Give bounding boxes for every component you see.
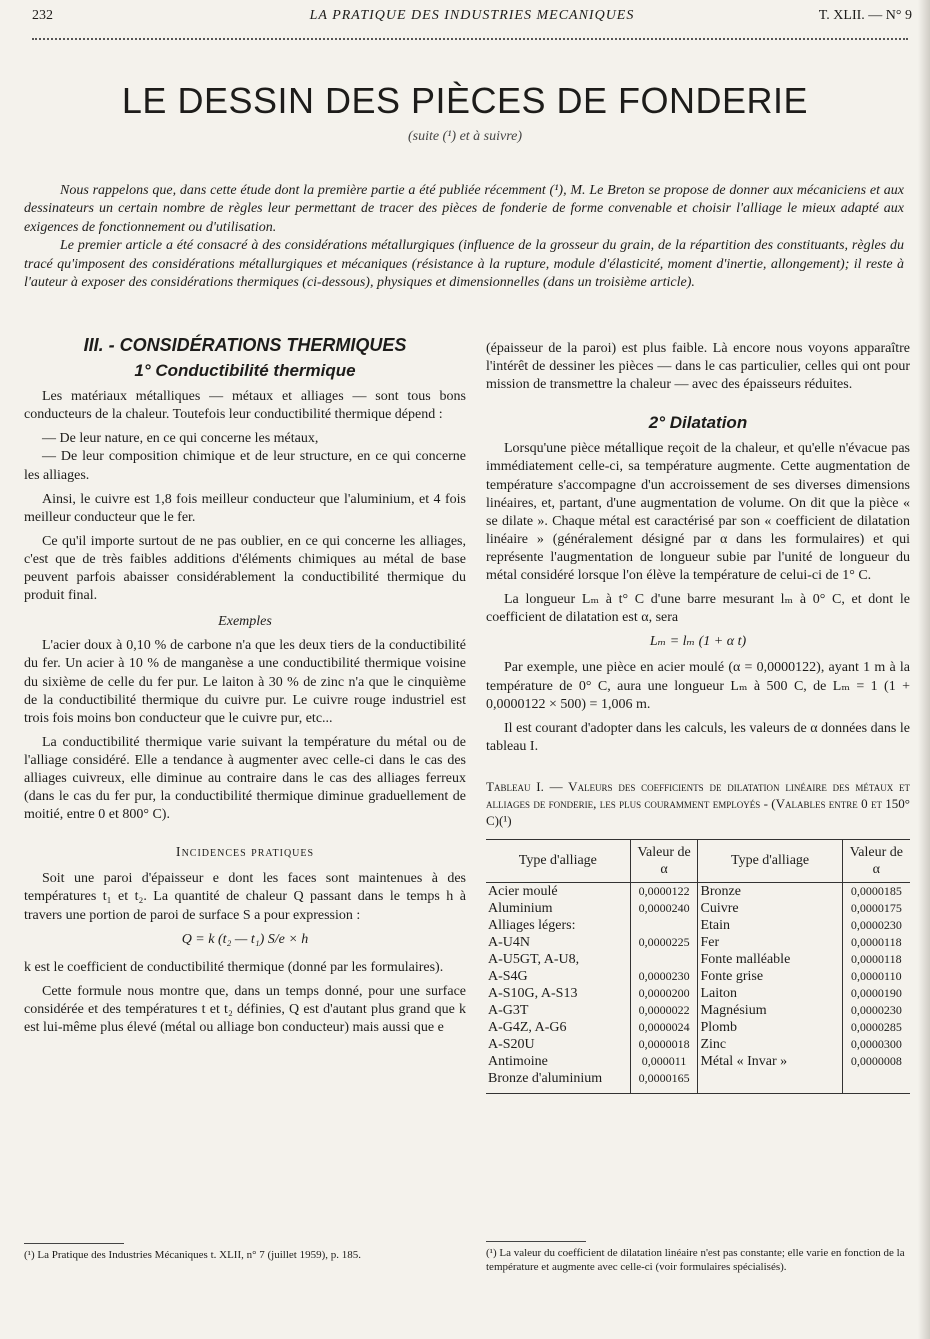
body-paragraph: Par exemple, une pièce en acier moulé (α = 0,0000122), ayant 1 m à la température de 0° C, aura une longueur Lₘ à 500 C, de Lₘ = 1 (1 + 0,0000122 × 500) = 1,006 m. — [486, 660, 910, 712]
alpha-value-cell: 0,0000024 — [630, 1019, 698, 1036]
alloy-type-cell: Antimoine — [488, 1053, 548, 1069]
incidences-heading: Incidences pratiques — [175, 845, 315, 861]
table-header: Valeur de α — [842, 839, 910, 882]
page-number: 232 — [32, 8, 53, 23]
footnote-left — [24, 1243, 464, 1262]
alloy-type-cell: Fonte malléable — [698, 951, 842, 968]
alpha-value-cell: 0,0000230 — [842, 917, 910, 934]
body-paragraph: L'acier doux à 0,10 % de carbone n'a que les deux tiers de la conductibilité du fer. Un acier à 10 % de manganèse a une conductibilité thermique voisine du sixième de celle du fer pur. Le laiton à 30 % de zinc n'a que le cinquième de la conductibilité thermique du cuivre pur. Le cuivre rouge industriel est trois fois moins bon conducteur que le cuivre pur, etc... — [24, 638, 466, 726]
alpha-value-cell: 0,0000200 — [630, 985, 698, 1002]
table-row — [486, 882, 910, 900]
table-body — [486, 882, 910, 1093]
table-row — [486, 1019, 910, 1036]
body-paragraph: (épaisseur de la paroi) est plus faible. Là encore nous voyons apparaître l'intérêt de dessiner les pièces — dans le cas particulier, celles qui ont pour mission de transmettre la chaleur — avec des épaisseurs réduites. — [486, 341, 910, 393]
body-paragraph: La conductibilité thermique varie suivant la température du métal ou de l'alliage considéré. Elle a tendance à augmenter avec celle-ci dans le cas des alliages cuivreux, elle diminue au contraire dans le cas des alliages ferreux (dans le cas du fer pur, la conductibilité thermique diminue graduellement de moitié, entre 0 et 800° C). — [24, 734, 466, 823]
table-row — [486, 951, 910, 968]
alpha-value-cell: 0,0000022 — [630, 1002, 698, 1019]
body-paragraph: Cette formule nous montre que, dans un temps donné, pour une surface considérée et des températures t et t₂ définies, Q est d'autant plus grand que k est lui-même plus élevé (métal ou alliage bon conducteur) mais aussi que e — [24, 983, 466, 1035]
journal-title: LA PRATIQUE DES INDUSTRIES MECANIQUES — [309, 8, 635, 23]
footnote-text: (¹) La Pratique des Industries Mécaniques t. XLII, n° 7 (juillet 1959), p. 185. — [24, 1249, 362, 1261]
table-header: Valeur de α — [630, 839, 698, 882]
table-header: Type d'alliage — [698, 839, 842, 882]
alpha-value-cell: 0,0000230 — [630, 968, 698, 985]
alloy-type-cell: Fonte grise — [698, 968, 842, 985]
alloy-type-cell: A-S4G — [488, 968, 528, 984]
alpha-value-cell: 0,0000110 — [842, 968, 910, 985]
table-row — [486, 1053, 910, 1070]
alpha-value-cell: 0,000011 — [630, 1053, 698, 1070]
alloy-type-cell: Fer — [698, 934, 842, 951]
body-paragraph: La longueur Lₘ à t° C d'une barre mesurant lₘ à 0° C, et dont le coefficient de dilatation est α, sera — [486, 592, 910, 626]
alloy-type-cell: Cuivre — [698, 900, 842, 917]
alloy-type-cell: Laiton — [698, 985, 842, 1002]
footnote-rule — [24, 1243, 124, 1244]
intro-paragraph: Nous rappelons que, dans cette étude dont la première partie a été publiée récemment (¹), M. Le Breton se propose de donner aux mécaniciens et aux dessinateurs un certain nombre de règles leur permettant de tracer des pièces de fonderie de forme convenable et choisir l'alliage le mieux adapté aux exigences de fonctionnement ou d'utilisation. — [24, 183, 904, 235]
left-column — [24, 336, 466, 1043]
article-title: LE DESSIN DES PIÈCES DE FONDERIE — [121, 80, 809, 121]
table-row — [486, 985, 910, 1002]
alloy-type-cell: Bronze d'aluminium — [486, 1070, 630, 1094]
dilation-table — [486, 839, 910, 1094]
alloy-type-cell: Alliages légers: — [488, 917, 576, 933]
alloy-type-cell: Acier moulé — [488, 883, 558, 899]
table-row — [486, 934, 910, 951]
footnote-text: (¹) La valeur du coefficient de dilatation linéaire n'est pas constante; elle varie en fonction de la température et augmente avec celle-ci (voir formulaires spécialisés). — [486, 1247, 905, 1273]
alloy-type-cell: A-S20U — [488, 1036, 535, 1052]
section-heading: III. - CONSIDÉRATIONS THERMIQUES — [83, 335, 407, 355]
alloy-type-cell: A-G4Z, A-G6 — [488, 1019, 567, 1035]
intro-paragraph: Le premier article a été consacré à des considérations métallurgiques (influence de la grosseur du grain, de la répartition des constituants, règles du tracé qu'imposent des considérations métallurgiques et mécaniques (résistance à la rupture, module d'élasticité, moment d'inertie, allongement); il reste à l'auteur à exposer des considérations thermiques (ci-dessous), physiques et dimensionnelles (dans un troisième article). — [24, 238, 904, 291]
heat-formula: Q = k (t₂ — t₁) S/e × h — [181, 931, 309, 947]
footnote-rule — [486, 1241, 586, 1242]
issue-number: T. XLII. — N° 9 — [818, 8, 912, 23]
alloy-type-cell: A-S10G, A-S13 — [488, 985, 578, 1001]
table-caption: Tableau I. — Valeurs des coefficients de dilatation linéaire des métaux et alliages de fonderie, les plus couramment employés - (Valables entre 0 et 150° C)(¹) — [486, 778, 910, 828]
intro-abstract — [24, 182, 904, 292]
alpha-value-cell: 0,0000230 — [842, 1002, 910, 1019]
alloy-type-cell: Magnésium — [698, 1002, 842, 1019]
alpha-value-cell: 0,0000190 — [842, 985, 910, 1002]
table-row — [486, 1002, 910, 1019]
table-row — [486, 1070, 910, 1094]
alloy-type-cell: Bronze — [698, 882, 842, 900]
running-header — [32, 8, 912, 30]
alpha-value-cell: 0,0000018 — [630, 1036, 698, 1053]
alpha-value-cell: 0,0000300 — [842, 1036, 910, 1053]
alpha-value-cell: 0,0000118 — [842, 934, 910, 951]
dilation-formula: Lₘ = lₘ (1 + α t) — [649, 634, 747, 650]
subsection-heading: 1° Conductibilité thermique — [134, 361, 356, 381]
examples-heading: Exemples — [218, 614, 272, 630]
header-divider — [32, 38, 908, 40]
alpha-value-cell: 0,0000240 — [630, 900, 698, 917]
alpha-value-cell — [630, 917, 698, 934]
alpha-value-cell: 0,0000122 — [630, 882, 698, 900]
body-paragraph: Les matériaux métalliques — métaux et alliages — sont tous bons conducteurs de la chaleur. Toutefois leur conductibilité thermique dépend : — [24, 389, 466, 423]
alpha-value-cell — [842, 1070, 910, 1094]
alloy-type-cell — [698, 1070, 842, 1094]
alpha-value-cell: 0,0000225 — [630, 934, 698, 951]
alpha-value-cell — [630, 951, 698, 968]
alpha-value-cell: 0,0000185 — [842, 882, 910, 900]
right-column — [486, 340, 910, 1094]
alloy-type-cell: A-G3T — [488, 1002, 529, 1018]
scan-edge-shadow — [918, 0, 930, 1339]
article-subtitle: (suite (¹) et à suivre) — [407, 129, 523, 144]
table-row — [486, 900, 910, 917]
body-paragraph: Lorsqu'une pièce métallique reçoit de la chaleur, et qu'elle n'évacue pas immédiatement celle-ci, sa température augmente. Cette augmentation de température s'accompagne d'un accroissement de ses diverses dimensions linéaires, et, partant, d'une augmentation de volume. On dit que la pièce « se dilate ». Chaque métal est caractérisé par son « coefficient de dilatation linéaire » (généralement désigné par α dans les formulaires) et qui représente l'augmentation de longueur subie par l'unité de longueur du métal considéré lorsque l'on élève la température de celui-ci de 1° C. — [486, 441, 910, 584]
body-paragraph: — De leur nature, en ce qui concerne les métaux, — [42, 431, 319, 447]
table-header-row — [486, 839, 910, 882]
body-paragraph: Il est courant d'adopter dans les calculs, les valeurs de α données dans le tableau I. — [486, 720, 910, 754]
body-paragraph: Soit une paroi d'épaisseur e dont les faces sont maintenues à des températures t₁ et t₂. La quantité de chaleur Q passant dans le temps h à travers une portion de paroi de surface S a pour expression : — [24, 871, 466, 923]
alpha-value-cell: 0,0000175 — [842, 900, 910, 917]
alloy-type-cell: Métal « Invar » — [698, 1053, 842, 1070]
table-row — [486, 968, 910, 985]
alloy-type-cell: A-U4N — [488, 934, 530, 950]
alpha-value-cell: 0,0000285 — [842, 1019, 910, 1036]
alpha-value-cell: 0,0000118 — [842, 951, 910, 968]
alloy-type-cell: Aluminium — [488, 900, 553, 916]
body-paragraph: Ainsi, le cuivre est 1,8 fois meilleur conducteur que l'aluminium, et 4 fois meilleur conducteur que le fer. — [24, 491, 466, 525]
body-paragraph: k est le coefficient de conductibilité thermique (donné par les formulaires). — [24, 959, 444, 975]
table-row — [486, 1036, 910, 1053]
body-paragraph: — De leur composition chimique et de leur structure, en ce qui concerne les alliages. — [24, 449, 466, 483]
alpha-value-cell: 0,0000008 — [842, 1053, 910, 1070]
footnote-right — [486, 1241, 906, 1274]
subsection-heading: 2° Dilatation — [648, 413, 748, 433]
body-paragraph: Ce qu'il importe surtout de ne pas oublier, en ce qui concerne les alliages, c'est que de très faibles additions d'éléments chimiques au métal de base peuvent parfois abaisser considérablement la conductibilité thermique du produit final. — [24, 533, 466, 604]
alloy-type-cell: Plomb — [698, 1019, 842, 1036]
table-header: Type d'alliage — [486, 839, 630, 882]
alpha-value-cell: 0,0000165 — [630, 1070, 698, 1094]
table-row — [486, 917, 910, 934]
alloy-type-cell: Zinc — [698, 1036, 842, 1053]
alloy-type-cell: A-U5GT, A-U8, — [488, 951, 580, 967]
alloy-type-cell: Etain — [698, 917, 842, 934]
